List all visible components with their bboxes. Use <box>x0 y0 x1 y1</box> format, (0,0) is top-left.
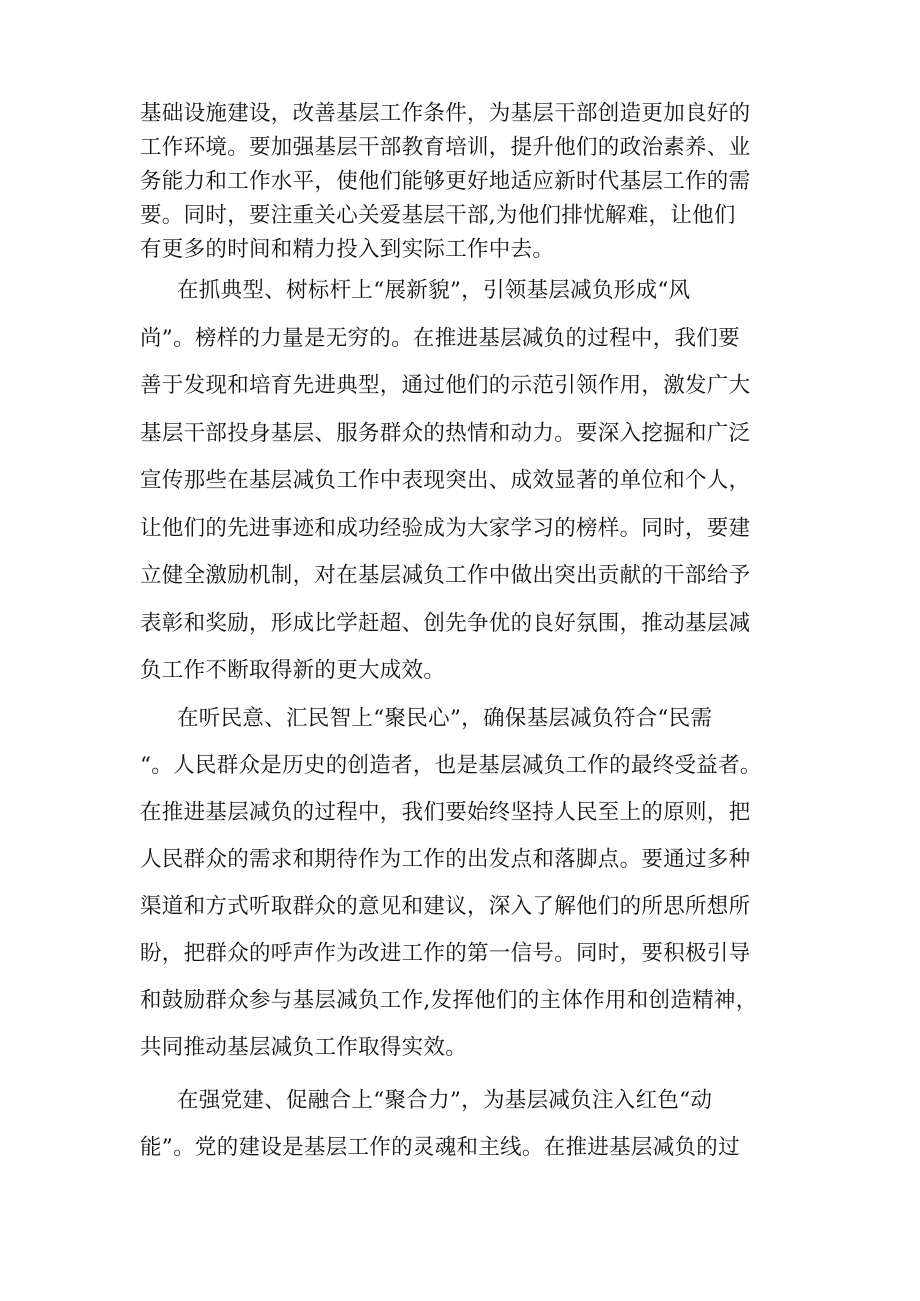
text-line: 负工作不断取得新的更大成效。 <box>140 658 446 683</box>
text-line: 人民群众的需求和期待作为工作的出发点和落脚点。要通过多种 <box>140 847 751 872</box>
paragraph-infrastructure <box>140 97 790 267</box>
text-line: 要。同时，要注重关心关爱基层干部,为他们排忧解难，让他们 <box>140 203 736 228</box>
text-line: 能”。党的建设是基层工作的灵魂和主线。在推进基层减负的过 <box>140 1135 740 1160</box>
paragraph-role-models <box>140 267 790 695</box>
text-line: 在抓典型、树标杆上“展新貌”，引领基层减负形成“风 <box>177 278 691 303</box>
text-line: 渠道和方式听取群众的意见和建议，深入了解他们的所思所想所 <box>140 894 751 919</box>
text-line: 立健全激励机制，对在基层减负工作中做出突出贡献的干部给予 <box>140 563 751 588</box>
paragraph-party-building <box>140 1077 790 1171</box>
text-line: 让他们的先进事迹和成功经验成为大家学习的榜样。同时，要建 <box>140 515 751 541</box>
text-line: 基层干部投身基层、服务群众的热情和动力。要深入挖掘和广泛 <box>140 420 751 446</box>
text-line: 工作环境。要加强基层干部教育培训，提升他们的政治素养、业 <box>140 135 751 160</box>
text-line: 在听民意、汇民智上“聚民心”，确保基层减负符合“民需 <box>177 706 713 731</box>
text-line: 在强党建、促融合上“聚合力”，为基层减负注入红色“动 <box>177 1088 713 1113</box>
text-line: 表彰和奖励，形成比学赶超、创先争优的良好氛围，推动基层减 <box>140 610 751 636</box>
text-line: 宣传那些在基层减负工作中表现突出、成效显著的单位和个人， <box>140 468 751 493</box>
text-line: 共同推动基层减负工作取得实效。 <box>140 1035 468 1060</box>
text-line: 善于发现和培育先进典型，通过他们的示范引领作用，激发广大 <box>140 373 751 398</box>
text-line: 在推进基层减负的过程中，我们要始终坚持人民至上的原则，把 <box>140 800 751 825</box>
text-line: 尚”。榜样的力量是无穷的。在推进基层减负的过程中，我们要 <box>140 325 740 351</box>
text-line: 务能力和工作水平，使他们能够更好地适应新时代基层工作的需 <box>140 169 751 194</box>
paragraph-public-opinion <box>140 695 790 1071</box>
text-line: 有更多的时间和精力投入到实际工作中去。 <box>140 237 555 262</box>
text-line: 盼，把群众的呼声作为改进工作的第一信号。同时，要积极引导 <box>140 941 751 966</box>
text-line: 和鼓励群众参与基层减负工作,发挥他们的主体作用和创造精神， <box>140 988 758 1013</box>
text-line: 基础设施建设，改善基层工作条件，为基层干部创造更加良好的 <box>140 101 751 126</box>
text-line: “。人民群众是历史的创造者，也是基层减负工作的最终受益者。 <box>140 753 762 778</box>
